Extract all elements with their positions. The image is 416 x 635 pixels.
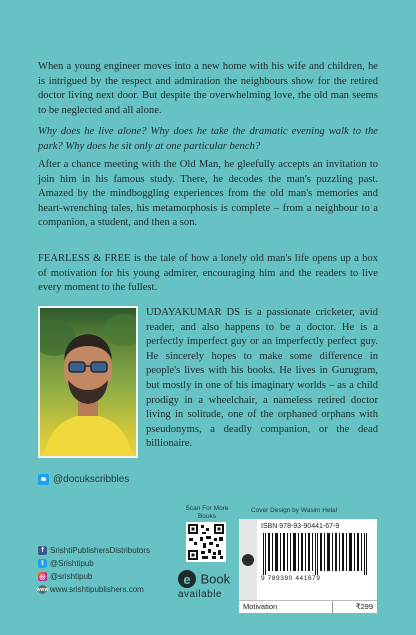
ebook-badge <box>178 570 230 600</box>
blurb-paragraph-4: FEARLESS & FREE is the tale of how a lonely old man's life opens up a box of motivation for his young admirer, encouraging him and the readers to live every moment to the fullest. <box>38 253 378 294</box>
blurb-paragraph-1: When a young engineer moves into a new home with his wife and children, he is intrigued by the respect and admiration the neighbours show for the retired doctor living next door. But despite the overwhelming love, the old man seems to be neglected and all alone. <box>38 61 378 116</box>
twitter-link[interactable]: t @Srishtipub <box>38 557 150 570</box>
globe-icon: www <box>36 586 49 593</box>
price-label: ₹299 <box>355 602 373 611</box>
author-photo <box>38 306 138 458</box>
twitter-icon <box>38 474 49 485</box>
scan-label: Scan For More Books <box>185 505 229 520</box>
author-twitter[interactable] <box>38 474 129 485</box>
publisher-logo <box>239 519 257 600</box>
instagram-link[interactable]: ◎ @srishtipub <box>39 572 93 581</box>
ebook-icon: e <box>178 570 196 588</box>
facebook-link[interactable]: f SrishtiPublishersDistributors <box>38 544 150 557</box>
barcode-number: 9 789390 441679 <box>261 575 321 582</box>
twitter-icon: t <box>38 559 47 568</box>
blurb-questions: Why does he live alone? Why does he take the dramatic evening walk to the park? Why does he sit only at one particular bench? <box>38 126 378 152</box>
author-twitter-handle: @docukscribbles <box>53 474 130 485</box>
barcode-box <box>239 519 377 600</box>
publisher-logo-icon <box>242 554 254 566</box>
genre-label: Motivation <box>239 601 333 613</box>
website-link[interactable]: www www.srishtipublishers.com <box>36 585 144 594</box>
instagram-icon: ◎ <box>39 573 46 581</box>
author-bio: UDAYAKUMAR DS is a passionate cricketer, avid reader, and also happens to be a doctor. He is a perfectly imperfect guy or an imperfectly perfect guy. He sincerely hopes to make some difference in people's lives with his books. He lives in Gurugram, but mostly in one of his imaginary worlds – as a child prodigy in a wheelchair, a nameless retired doctor living in solitude, one of the orphaned orphans with pseudonyms, a deadly companion, or the dead billionaire. <box>146 307 378 450</box>
ebook-available: available <box>178 589 222 601</box>
ebook-word: Book <box>200 571 231 587</box>
publisher-socials <box>38 544 150 596</box>
barcode-icon <box>261 533 373 575</box>
qr-code[interactable] <box>186 522 226 562</box>
genre-price-strip <box>239 600 377 613</box>
isbn: ISBN 978-93-90441-67-9 <box>261 523 340 530</box>
blurb-paragraph-3: After a chance meeting with the Old Man, he gleefully accepts an invitation to join him in his famous study. There, he decodes the man's puzzling past. Amazed by the mindboggling experiences from the old man's memories and heart-wrenching tales, his metamorphosis is complete – from a neighbour to a companion, a student, and then a son. <box>38 159 378 229</box>
facebook-icon: f <box>38 546 47 555</box>
cover-design-credit: Cover Design by Wasim Helal <box>251 507 338 514</box>
